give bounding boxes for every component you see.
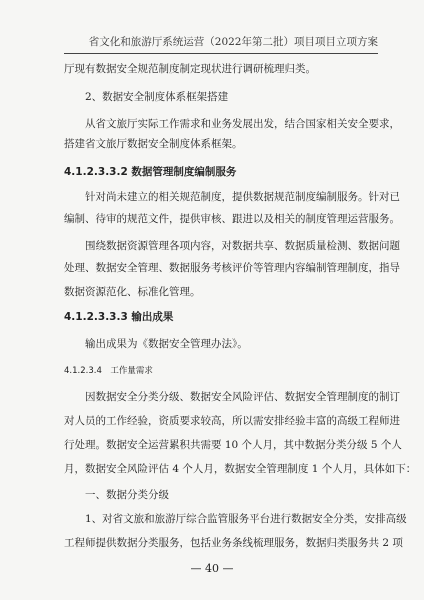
paragraph-line: 月，数据安全风险评估 4 个人月，数据安全管理制度 1 个人月，具体如下： <box>64 463 417 475</box>
paragraph-line: 针对尚未建立的相关规范制度，提供数据规范制度编制服务。针对已 <box>85 191 400 203</box>
paragraph-line: 行处理。数据安全运营累积共需要 10 个人月，其中数据分类分级 5 个人 <box>64 439 402 451</box>
paragraph-line: 围绕数据资源管理各项内容，对数据共享、数据质量检测、数据问题 <box>85 240 400 252</box>
paragraph-line: 搭建省文旅厅数据安全制度体系框架。 <box>64 138 243 150</box>
paragraph-line: 1、对省文旅和旅游厅综合监管服务平台进行数据安全分类，安排高级 <box>85 513 407 525</box>
section-heading: 4.1.2.3.3.3 输出成果 <box>64 311 174 323</box>
section-subtitle: 2、数据安全制度体系框架搭建 <box>85 91 229 103</box>
paragraph-line: 从省文旅厅实际工作需求和业务发展出发，结合国家相关安全要求， <box>85 118 400 130</box>
section-heading: 4.1.2.3.4 工作量需求 <box>64 366 153 376</box>
paragraph-line: 处理、数据安全管理、数据服务考核评价等管理内容编制管理制度，指导 <box>64 262 400 274</box>
paragraph-line: 数据资源范化、标准化管理。 <box>64 286 201 298</box>
paragraph-line: 厅现有数据安全规范制度制定现状进行调研梳理归类。 <box>64 63 316 75</box>
list-heading: 一、数据分类分级 <box>85 489 169 501</box>
paragraph-line: 对人员的工作经验，资质要求较高，所以需安排经验丰富的高级工程师进 <box>64 415 400 427</box>
page-number: — 40 — <box>190 562 234 575</box>
paragraph-line: 因数据安全分类分级、数据安全风险评估、数据安全管理制度的制订 <box>85 391 400 403</box>
page-header: 省文化和旅游厅系统运营（2022年第二批）项目项目立项方案 <box>64 34 378 54</box>
paragraph-line: 输出成果为《数据安全管理办法》。 <box>85 338 248 350</box>
paragraph-line: 工程师提供数据分类服务，包括业务条线梳理服务，数据归类服务共 2 项 <box>64 537 403 549</box>
paragraph-line: 编制、待审的规范文件，提供审核、跟进以及相关的制度管理运营服务。 <box>64 213 400 225</box>
section-heading: 4.1.2.3.3.2 数据管理制度编制服务 <box>64 166 237 178</box>
